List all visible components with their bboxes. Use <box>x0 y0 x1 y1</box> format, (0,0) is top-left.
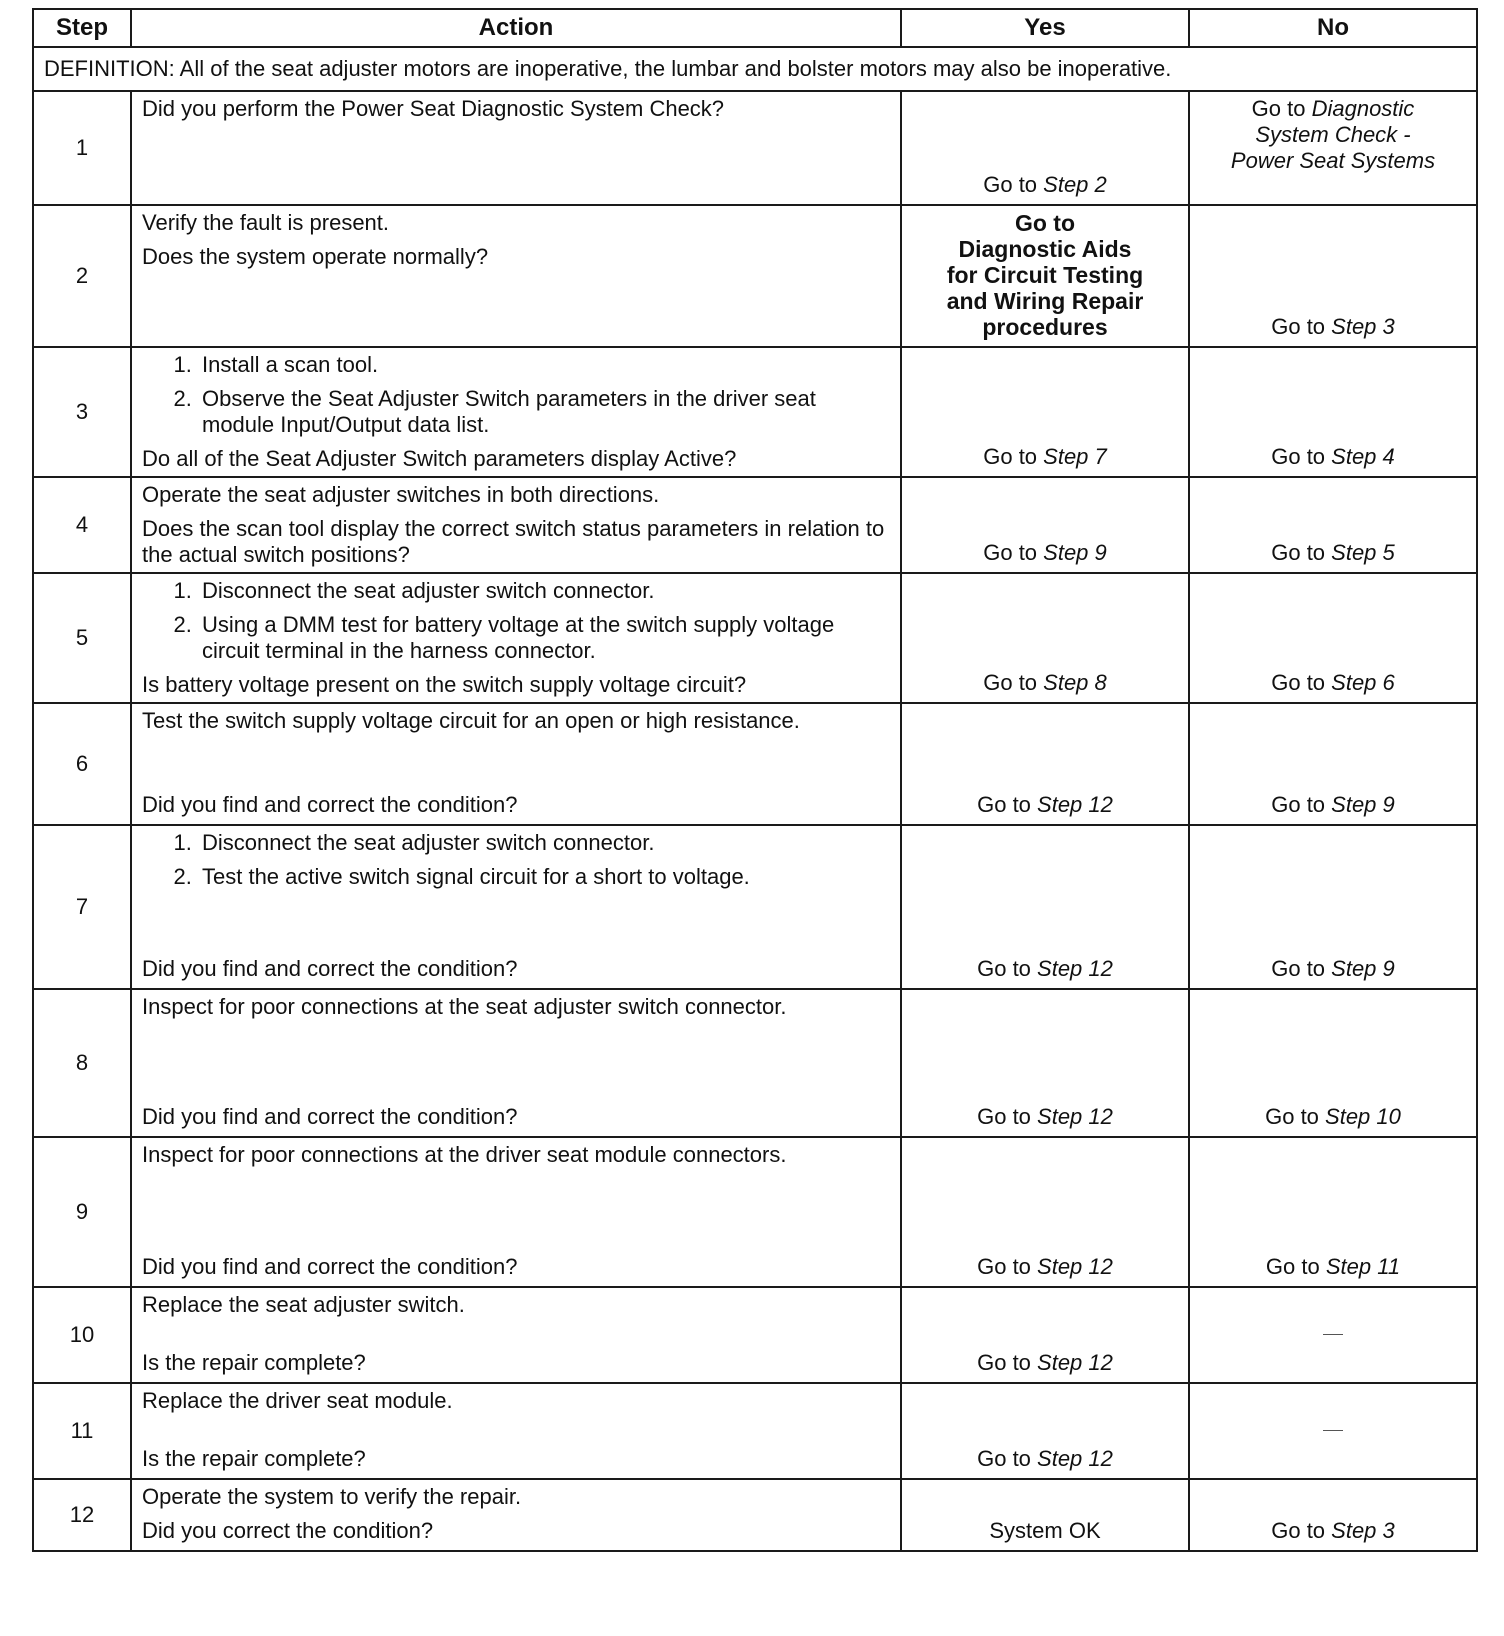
table-row <box>33 205 1477 347</box>
no-cell <box>1189 1137 1477 1287</box>
yes-line <box>983 670 1107 696</box>
no-cell <box>1189 825 1477 989</box>
action-content <box>132 1384 900 1478</box>
action-content <box>132 990 900 1136</box>
action-cell <box>131 1383 901 1479</box>
no-goto: Go to <box>1271 670 1332 695</box>
table-row <box>33 825 1477 989</box>
yes-line <box>983 540 1107 566</box>
yes-content <box>902 92 1188 204</box>
header-row <box>33 9 1477 47</box>
yes-cell <box>901 347 1189 477</box>
yes-cell <box>901 205 1189 347</box>
no-step-ref: Step 9 <box>1331 792 1395 817</box>
action-text: Replace the seat adjuster switch. <box>142 1292 465 1317</box>
action-text: Verify the fault is present. <box>142 210 390 235</box>
step-number: 5 <box>33 573 131 703</box>
yes-content <box>902 1384 1188 1478</box>
action-cell <box>131 703 901 825</box>
action-question: Do all of the Seat Adjuster Switch parameters display Active? <box>142 446 737 471</box>
action-list-item: 1. Disconnect the seat adjuster switch connector. <box>198 578 890 604</box>
no-goto: Go to <box>1271 540 1332 565</box>
no-content <box>1190 990 1476 1136</box>
yes-cell <box>901 91 1189 205</box>
table-row <box>33 703 1477 825</box>
no-step-ref: Step 9 <box>1331 956 1395 981</box>
yes-step-ref: Step 12 <box>1037 1104 1113 1129</box>
yes-step-ref: Step 7 <box>1043 444 1107 469</box>
no-line <box>1255 122 1410 148</box>
yes-cell <box>901 1287 1189 1383</box>
action-cell <box>131 477 901 573</box>
action-content <box>132 348 900 476</box>
action-text: Operate the system to verify the repair. <box>142 1484 522 1509</box>
action-text: Inspect for poor connections at the seat adjuster switch connector. <box>142 994 787 1019</box>
action-cell <box>131 573 901 703</box>
no-cell <box>1189 1383 1477 1479</box>
yes-content <box>902 574 1188 702</box>
yes-step-ref: Step 12 <box>1037 1446 1113 1471</box>
yes-goto: Go to <box>977 1350 1038 1375</box>
action-cell <box>131 205 901 347</box>
action-top <box>142 352 890 446</box>
action-cell <box>131 347 901 477</box>
no-cell <box>1189 205 1477 347</box>
yes-content <box>902 1480 1188 1550</box>
action-cell <box>131 1479 901 1551</box>
no-content <box>1190 1384 1476 1478</box>
no-ref: System Check - <box>1255 122 1411 147</box>
no-goto: Go to <box>1271 444 1332 469</box>
step-number: 10 <box>33 1287 131 1383</box>
yes-cell <box>901 1137 1189 1287</box>
yes-content <box>902 206 1188 346</box>
step-number: 7 <box>33 825 131 989</box>
action-list-item: 2. Test the active switch signal circuit for a short to voltage. <box>198 864 890 890</box>
yes-content <box>902 990 1188 1136</box>
no-cell <box>1189 1479 1477 1551</box>
no-cell <box>1189 573 1477 703</box>
action-text: Test the switch supply voltage circuit for an open or high resistance. <box>142 708 800 733</box>
step-number: 12 <box>33 1479 131 1551</box>
action-content <box>132 478 900 572</box>
no-line <box>1271 1518 1395 1544</box>
no-cell <box>1189 1287 1477 1383</box>
table-row <box>33 1137 1477 1287</box>
header-action: Action <box>131 9 901 47</box>
action-top <box>142 210 890 270</box>
yes-cell <box>901 989 1189 1137</box>
action-list <box>142 352 890 438</box>
yes-goto: Go to <box>983 172 1044 197</box>
no-dash <box>1323 1334 1343 1335</box>
yes-cell <box>901 477 1189 573</box>
no-step-ref: Step 5 <box>1331 540 1395 565</box>
no-cell <box>1189 477 1477 573</box>
no-goto: Go to <box>1265 1104 1326 1129</box>
no-line <box>1271 444 1395 470</box>
yes-content <box>902 348 1188 476</box>
step-number: 8 <box>33 989 131 1137</box>
no-step-ref: Step 10 <box>1325 1104 1401 1129</box>
action-text: Replace the driver seat module. <box>142 1388 453 1413</box>
yes-line <box>977 1446 1113 1472</box>
yes-step-ref: Step 8 <box>1043 670 1107 695</box>
yes-goto: Go to <box>983 670 1044 695</box>
action-top <box>142 708 890 742</box>
action-list-item: 1. Install a scan tool. <box>198 352 890 378</box>
action-top <box>142 830 890 898</box>
header-step: Step <box>33 9 131 47</box>
yes-line <box>977 1350 1113 1376</box>
action-cell <box>131 1137 901 1287</box>
yes-step-ref: Step 12 <box>1037 792 1113 817</box>
yes-cell <box>901 573 1189 703</box>
no-step-ref: Step 6 <box>1331 670 1395 695</box>
yes-cell <box>901 703 1189 825</box>
action-content <box>132 92 900 204</box>
yes-step-ref: Step 12 <box>1037 1254 1113 1279</box>
no-line <box>1252 96 1415 122</box>
yes-line <box>977 1104 1113 1130</box>
yes-cell <box>901 1479 1189 1551</box>
no-dash <box>1323 1430 1343 1431</box>
action-content <box>132 574 900 702</box>
table-row <box>33 477 1477 573</box>
action-question: Is the repair complete? <box>142 1350 366 1375</box>
yes-step-ref: Step 9 <box>1043 540 1107 565</box>
step-number: 9 <box>33 1137 131 1287</box>
table-row <box>33 1383 1477 1479</box>
no-content <box>1190 826 1476 988</box>
no-cell <box>1189 347 1477 477</box>
no-content <box>1190 206 1476 346</box>
table-row <box>33 573 1477 703</box>
action-content <box>132 1480 900 1550</box>
no-content <box>1190 1288 1476 1382</box>
no-line <box>1271 540 1395 566</box>
action-question: Did you find and correct the condition? <box>142 1104 518 1129</box>
action-content <box>132 826 900 988</box>
definition-text: DEFINITION: All of the seat adjuster motors are inoperative, the lumbar and bolster motors may also be inoperative. <box>33 47 1477 91</box>
definition-row <box>33 47 1477 91</box>
no-goto: Go to <box>1271 792 1332 817</box>
yes-bold-line: and Wiring Repair <box>946 288 1144 314</box>
no-content <box>1190 1480 1476 1550</box>
yes-line <box>977 1254 1113 1280</box>
no-line <box>1271 956 1395 982</box>
action-question: Did you find and correct the condition? <box>142 956 518 981</box>
no-goto: Go to <box>1265 1254 1326 1279</box>
yes-content <box>902 478 1188 572</box>
step-number: 6 <box>33 703 131 825</box>
no-goto: Go to <box>1271 1518 1332 1543</box>
table-row <box>33 1479 1477 1551</box>
action-top <box>142 96 890 130</box>
step-number: 3 <box>33 347 131 477</box>
table-row <box>33 989 1477 1137</box>
no-line <box>1231 148 1435 174</box>
action-question: Does the system operate normally? <box>142 244 489 269</box>
yes-step-ref: Step 12 <box>1037 956 1113 981</box>
no-line <box>1265 1104 1401 1130</box>
yes-goto: Go to <box>977 1104 1038 1129</box>
action-question: Did you correct the condition? <box>142 1518 434 1543</box>
table-row <box>33 347 1477 477</box>
yes-cell <box>901 825 1189 989</box>
action-cell <box>131 989 901 1137</box>
step-number: 2 <box>33 205 131 347</box>
no-content <box>1190 348 1476 476</box>
no-content <box>1190 574 1476 702</box>
yes-step-ref: Step 2 <box>1043 172 1107 197</box>
action-list-item: 2. Using a DMM test for battery voltage at the switch supply voltage circuit terminal in the harness connector. <box>198 612 890 664</box>
action-list <box>142 578 890 664</box>
yes-goto: Go to <box>983 540 1044 565</box>
action-text: Did you perform the Power Seat Diagnostic System Check? <box>142 96 725 121</box>
no-step-ref: Step 3 <box>1331 1518 1395 1543</box>
action-cell <box>131 1287 901 1383</box>
table-row <box>33 1287 1477 1383</box>
yes-text: System OK <box>989 1518 1101 1543</box>
action-question: Is the repair complete? <box>142 1446 366 1471</box>
step-number: 1 <box>33 91 131 205</box>
no-content <box>1190 92 1476 204</box>
yes-line <box>977 956 1113 982</box>
yes-line <box>983 172 1107 198</box>
action-top <box>142 1292 890 1326</box>
no-content <box>1190 478 1476 572</box>
step-number: 4 <box>33 477 131 573</box>
no-step-ref: Step 11 <box>1325 1254 1401 1279</box>
no-cell <box>1189 703 1477 825</box>
no-content <box>1190 704 1476 824</box>
diagnostic-table <box>32 8 1478 1552</box>
no-step-ref: Step 4 <box>1331 444 1395 469</box>
action-content <box>132 1138 900 1286</box>
no-ref: Power Seat Systems <box>1230 148 1436 173</box>
yes-goto: Go to <box>977 956 1038 981</box>
no-ref: Diagnostic <box>1311 96 1415 121</box>
action-question: Did you find and correct the condition? <box>142 1254 518 1279</box>
action-top <box>142 994 890 1028</box>
action-question: Does the scan tool display the correct switch status parameters in relation to the actual switch positions? <box>142 516 885 567</box>
yes-bold-line: Diagnostic Aids <box>958 236 1132 262</box>
no-cell <box>1189 91 1477 205</box>
action-content <box>132 206 900 346</box>
yes-content <box>902 1288 1188 1382</box>
no-line <box>1271 670 1395 696</box>
diagnostic-table-container <box>32 8 1476 1552</box>
action-top <box>142 482 890 516</box>
header-no: No <box>1189 9 1477 47</box>
yes-bold-line: Go to <box>1014 210 1076 236</box>
yes-goto: Go to <box>983 444 1044 469</box>
no-goto: Go to <box>1271 314 1332 339</box>
action-text: Inspect for poor connections at the driver seat module connectors. <box>142 1142 787 1167</box>
action-top <box>142 578 890 672</box>
step-number: 11 <box>33 1383 131 1479</box>
action-list-item: 2. Observe the Seat Adjuster Switch parameters in the driver seat module Input/Output data list. <box>198 386 890 438</box>
action-list-item: 1. Disconnect the seat adjuster switch connector. <box>198 830 890 856</box>
yes-line <box>977 792 1113 818</box>
no-line <box>1271 314 1395 340</box>
yes-content <box>902 1138 1188 1286</box>
yes-content <box>902 826 1188 988</box>
no-line <box>1271 792 1395 818</box>
action-question: Did you find and correct the condition? <box>142 792 518 817</box>
action-top <box>142 1142 890 1176</box>
yes-content <box>902 704 1188 824</box>
no-step-ref: Step 3 <box>1331 314 1395 339</box>
yes-bold-line: procedures <box>982 314 1108 340</box>
table-row <box>33 91 1477 205</box>
action-text: Operate the seat adjuster switches in both directions. <box>142 482 660 507</box>
action-question: Is battery voltage present on the switch supply voltage circuit? <box>142 672 747 697</box>
yes-cell <box>901 1383 1189 1479</box>
action-list <box>142 830 890 890</box>
header-yes: Yes <box>901 9 1189 47</box>
no-goto: Go to <box>1271 956 1332 981</box>
yes-goto: Go to <box>977 1254 1038 1279</box>
action-cell <box>131 91 901 205</box>
no-goto: Go to <box>1251 96 1312 121</box>
action-cell <box>131 825 901 989</box>
action-content <box>132 1288 900 1382</box>
yes-step-ref: Step 12 <box>1037 1350 1113 1375</box>
yes-bold-line: for Circuit Testing <box>946 262 1144 288</box>
no-line <box>1266 1254 1400 1280</box>
no-content <box>1190 1138 1476 1286</box>
yes-line <box>983 444 1107 470</box>
yes-goto: Go to <box>977 1446 1038 1471</box>
action-top <box>142 1484 890 1518</box>
yes-goto: Go to <box>977 792 1038 817</box>
no-cell <box>1189 989 1477 1137</box>
action-top <box>142 1388 890 1422</box>
action-content <box>132 704 900 824</box>
